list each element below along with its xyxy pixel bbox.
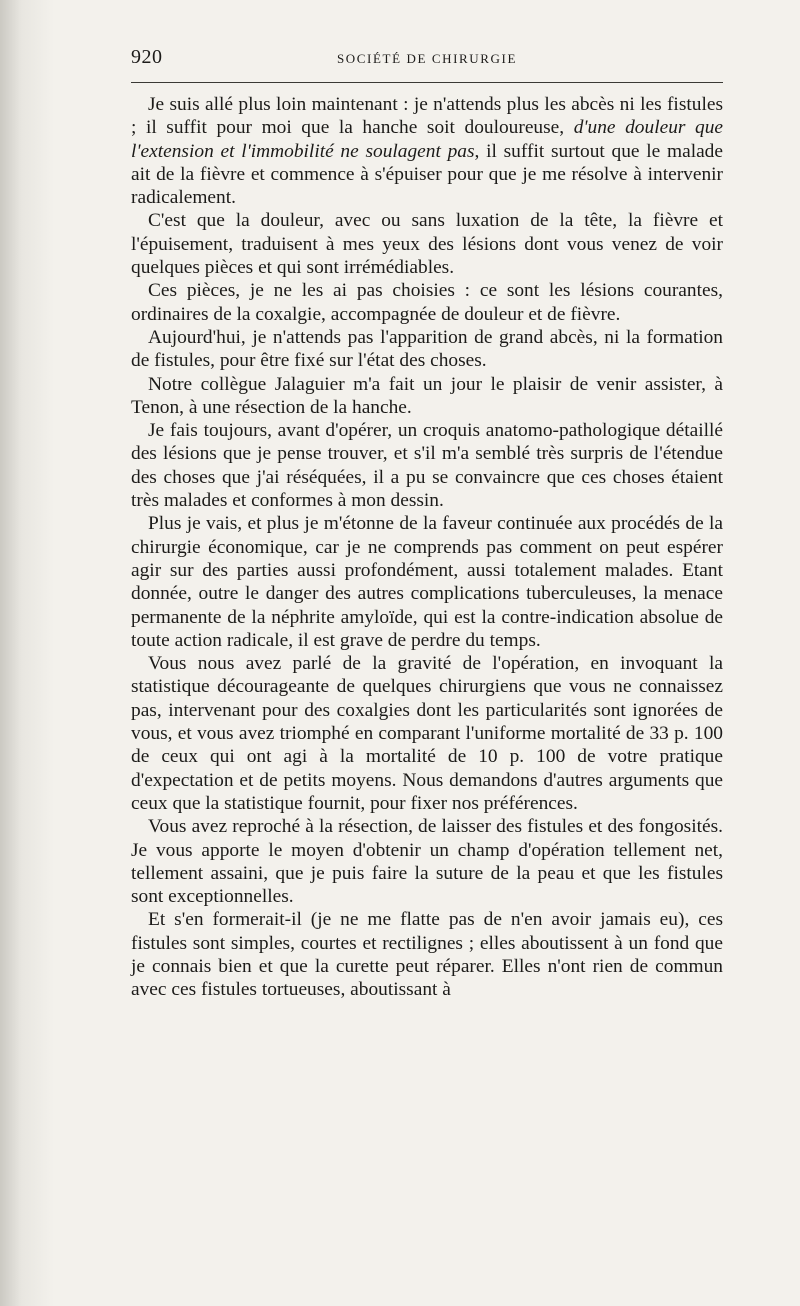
paragraph: Vous avez reproché à la résection, de laisser des fistules et des fongosités. Je vous apporte le moyen d'obtenir un champ d'opération tellement net, tellement assaini, que je puis faire la suture de la peau et que les fistules sont exceptionnelles. (131, 816, 723, 908)
paragraph-text: Je suis allé plus loin maintenant : je n'attends plus les abcès ni les fistules ; il suffit pour moi que la hanche soit douloureuse, (131, 94, 723, 139)
italic-text: d'une douleur que l'extension et l'immobilité ne soulagent pas (131, 117, 724, 162)
paragraph: Je fais toujours, avant d'opérer, un croquis anatomo-pathologique détaillé des lésions que je pense trouver, et s'il m'a semblé très surpris de l'étendue des choses que j'ai réséquées, il a pu se convaincre que ces choses étaient très malades et conformes à mon dessin. (131, 420, 723, 512)
page-header (131, 46, 723, 76)
page-edge-shadow (0, 0, 54, 1306)
header-rule (131, 82, 723, 83)
running-title: SOCIÉTÉ DE CHIRURGIE (336, 51, 518, 66)
paragraph: Ces pièces, je ne les ai pas choisies : ce sont les lésions courantes, ordinaires de la coxalgie, accompagnée de douleur et de fièvre. (131, 280, 723, 325)
paragraph: Vous nous avez parlé de la gravité de l'opération, en invoquant la statistique décourageante de quelques chirurgiens que vous ne connaissez pas, intervenant pour des coxalgies dont les particularités sont ignorées de vous, et vous avez triomphé en comparant l'uniforme mortalité de 33 p. 100 de ceux qui ont agi à la mortalité de 10 p. 100 de votre pratique d'expectation et de petits moyens. Nous demandons d'autres arguments que ceux que la statistique fournit, pour fixer nos préférences. (131, 653, 723, 814)
paragraph: C'est que la douleur, avec ou sans luxation de la tête, la fièvre et l'épuisement, traduisent à mes yeux des lésions dont vous venez de voir quelques pièces et qui sont irrémédiables. (131, 210, 723, 279)
page-number: 920 (131, 46, 163, 68)
body-text (131, 93, 723, 1002)
paragraph (131, 93, 723, 209)
paragraph: Et s'en formerait-il (je ne me flatte pas de n'en avoir jamais eu), ces fistules sont simples, courtes et rectilignes ; elles aboutissent à un fond que je connais bien et que la curette peut réparer. Elles n'ont rien de commun avec ces fistules tortueuses, aboutissant à (131, 909, 723, 1001)
paragraph-text: , il suffit surtout que le malade ait de la fièvre et commence à s'épuiser pour que je me résolve à intervenir radicalement. (131, 140, 723, 209)
paragraph: Plus je vais, et plus je m'étonne de la faveur continuée aux procédés de la chirurgie économique, car je ne comprends pas comment on peut espérer agir sur des parties aussi profondément, aussi totalement malades. Etant donnée, outre le danger des autres complications tuberculeuses, la menace permanente de la néphrite amyloïde, qui est la contre-indication absolue de toute action radicale, il est grave de perdre du temps. (131, 513, 723, 651)
paragraph: Notre collègue Jalaguier m'a fait un jour le plaisir de venir assister, à Tenon, à une résection de la hanche. (131, 373, 723, 418)
paragraph: Aujourd'hui, je n'attends pas l'apparition de grand abcès, ni la formation de fistules, pour être fixé sur l'état des choses. (131, 326, 723, 372)
